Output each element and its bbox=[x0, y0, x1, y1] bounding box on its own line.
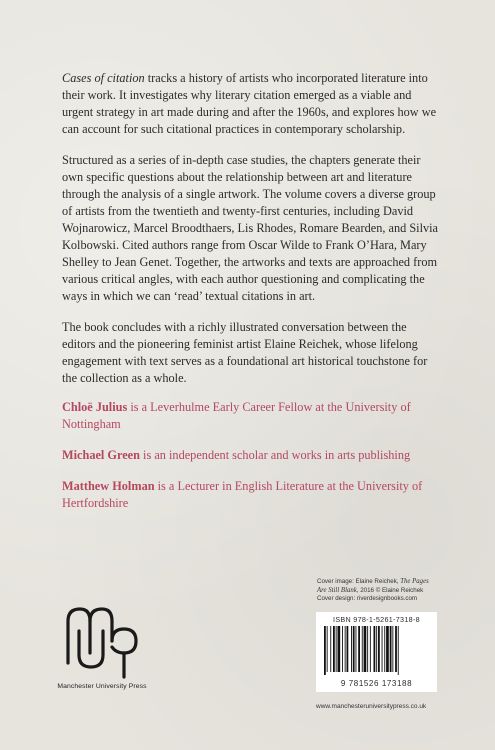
cover-image-credit: Cover image: Elaine Reichek, The Pages Are Still Blank, 2016 © Elaine Reichek bbox=[317, 578, 429, 594]
blurb-paragraph-3: The book concludes with a richly illustrated conversation between the editors and the pioneering feminist artist Elaine Reichek, whose lifelong engagement with text serves as a foundational art historical touchstone for the collection as a whole. bbox=[62, 320, 428, 385]
isbn-barcode bbox=[316, 612, 437, 692]
isbn-label: ISBN 978-1-5261-7318-8 bbox=[333, 615, 420, 624]
blurb-paragraph-1: Cases of citation tracks a history of artists who incorporated literature into their work. It investigates why literary citation emerged as a viable and urgent strategy in art made during and after the 1960s, and explores how we can account for such citational practices in contemporary scholarship. bbox=[62, 71, 437, 136]
cover-credits bbox=[317, 578, 437, 604]
publisher-website: www.manchesteruniversitypress.co.uk bbox=[316, 703, 427, 710]
bio-chloe-julius: Chloë Julius is a Leverhulme Early Career Fellow at the University of Nottingham bbox=[62, 400, 411, 431]
book-title: Cases of citation bbox=[62, 71, 145, 85]
barcode-digits: 9 781526 173188 bbox=[340, 679, 413, 688]
barcode-icon bbox=[322, 626, 431, 676]
editor-bios bbox=[62, 399, 442, 512]
cover-design-credit: Cover design: riverdesignbooks.com bbox=[317, 595, 418, 602]
bio-matthew-holman: Matthew Holman is a Lecturer in English Literature at the University of Hertfordshire bbox=[62, 479, 423, 510]
mup-logo-icon bbox=[60, 601, 146, 681]
publisher-name: Manchester University Press bbox=[57, 683, 147, 690]
back-cover-blurb bbox=[62, 70, 442, 526]
blurb-paragraph-2: Structured as a series of in-depth case studies, the chapters generate their own specific questions about the relationship between art and literature through the analysis of a single artwork. The volume covers a diverse group of artists from the twentieth and twenty-first centuries, including David Wojnarowicz, Marcel Broodthaers, Lis Rhodes, Romare Bearden, and Silvia Kolbowski. Cited authors range from Oscar Wilde to Frank O’Hara, Mary Shelley to Jean Genet. Together, the artworks and texts are approached from various critical angles, with each author questioning and complicating the ways in which we can ‘read’ textual citations in art. bbox=[62, 153, 439, 303]
bio-michael-green: Michael Green is an independent scholar and works in arts publishing bbox=[62, 448, 411, 462]
